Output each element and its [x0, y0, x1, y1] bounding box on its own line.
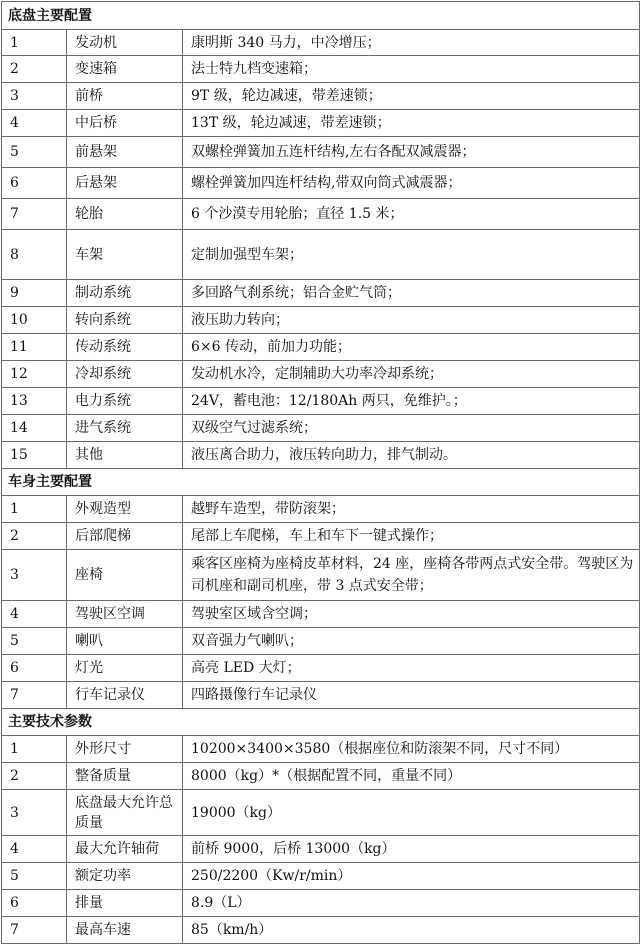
table-row	[2, 199, 640, 230]
table-row	[2, 137, 640, 168]
table-row	[2, 523, 640, 550]
row-desc: 高亮 LED 大灯；	[183, 655, 640, 682]
row-item: 前悬架	[67, 137, 183, 168]
row-desc: 液压助力转向；	[183, 307, 640, 334]
table-row	[2, 790, 640, 836]
table-row	[2, 736, 640, 763]
row-number: 4	[2, 836, 67, 863]
section-header-row	[2, 2, 640, 30]
row-desc: 24V，蓄电池：12/180Ah 两只，免维护。；	[183, 388, 640, 415]
row-desc: 双螺栓弹簧加五连杆结构,左右各配双减震器；	[183, 137, 640, 168]
row-item: 传动系统	[67, 334, 183, 361]
row-number: 13	[2, 388, 67, 415]
table-row	[2, 836, 640, 863]
row-desc: 定制加强型车架；	[183, 230, 640, 280]
row-item: 其他	[67, 442, 183, 469]
row-desc: 尾部上车爬梯，车上和车下一键式操作；	[183, 523, 640, 550]
row-desc: 10200×3400×3580（根据座位和防滚架不同，尺寸不同）	[183, 736, 640, 763]
row-number: 5	[2, 863, 67, 890]
table-row	[2, 601, 640, 628]
row-number: 14	[2, 415, 67, 442]
row-item: 行车记录仪	[67, 682, 183, 709]
row-number: 2	[2, 763, 67, 790]
row-item: 外形尺寸	[67, 736, 183, 763]
section-header-row	[2, 709, 640, 736]
table-row	[2, 30, 640, 56]
row-desc: 驾驶室区域含空调；	[183, 601, 640, 628]
row-item: 车架	[67, 230, 183, 280]
table-row	[2, 361, 640, 388]
row-desc: 四路摄像行车记录仪	[183, 682, 640, 709]
row-desc: 13T 级，轮边减速，带差速锁；	[183, 110, 640, 137]
row-number: 9	[2, 280, 67, 307]
row-item: 灯光	[67, 655, 183, 682]
row-desc: 19000（kg）	[183, 790, 640, 836]
row-desc: 螺栓弹簧加四连杆结构,带双向筒式减震器；	[183, 168, 640, 199]
row-number: 5	[2, 628, 67, 655]
row-number: 15	[2, 442, 67, 469]
table-row	[2, 230, 640, 280]
row-item: 最高车速	[67, 917, 183, 944]
row-desc: 250/2200（Kw/r/min）	[183, 863, 640, 890]
row-desc: 乘客区座椅为座椅皮革材料，24 座，座椅各带两点式安全带。驾驶区为司机座和副司机座，带 3 点式安全带；	[183, 550, 640, 601]
table-row	[2, 415, 640, 442]
table-row	[2, 168, 640, 199]
row-desc: 多回路气刹系统；铝合金贮气筒；	[183, 280, 640, 307]
row-number: 6	[2, 890, 67, 917]
row-item: 座椅	[67, 550, 183, 601]
row-number: 1	[2, 496, 67, 523]
section-title: 底盘主要配置	[2, 2, 640, 30]
row-number: 3	[2, 790, 67, 836]
row-item: 额定功率	[67, 863, 183, 890]
table-row	[2, 334, 640, 361]
row-item: 中后桥	[67, 110, 183, 137]
row-item: 转向系统	[67, 307, 183, 334]
row-desc: 康明斯 340 马力，中冷增压；	[183, 30, 640, 56]
row-item: 电力系统	[67, 388, 183, 415]
row-number: 4	[2, 110, 67, 137]
row-number: 6	[2, 655, 67, 682]
row-number: 10	[2, 307, 67, 334]
row-desc: 6×6 传动，前加力功能；	[183, 334, 640, 361]
row-desc: 9T 级，轮边减速，带差速锁；	[183, 83, 640, 110]
row-item: 驾驶区空调	[67, 601, 183, 628]
row-item: 喇叭	[67, 628, 183, 655]
section-title: 主要技术参数	[2, 709, 640, 736]
row-item: 前桥	[67, 83, 183, 110]
row-item: 整备质量	[67, 763, 183, 790]
row-desc: 6 个沙漠专用轮胎；直径 1.5 米；	[183, 199, 640, 230]
row-desc: 双音强力气喇叭；	[183, 628, 640, 655]
row-number: 1	[2, 30, 67, 56]
row-item: 变速箱	[67, 56, 183, 83]
row-number: 6	[2, 168, 67, 199]
table-row	[2, 655, 640, 682]
row-number: 5	[2, 137, 67, 168]
row-item: 发动机	[67, 30, 183, 56]
row-item: 冷却系统	[67, 361, 183, 388]
spec-table-body	[2, 2, 640, 944]
table-row	[2, 763, 640, 790]
row-desc: 发动机水冷，定制辅助大功率冷却系统；	[183, 361, 640, 388]
row-number: 11	[2, 334, 67, 361]
row-item: 最大允许轴荷	[67, 836, 183, 863]
row-desc: 法士特九档变速箱；	[183, 56, 640, 83]
row-item: 后悬架	[67, 168, 183, 199]
row-number: 1	[2, 736, 67, 763]
row-item: 后部爬梯	[67, 523, 183, 550]
row-desc: 85（km/h）	[183, 917, 640, 944]
row-number: 7	[2, 917, 67, 944]
row-number: 3	[2, 83, 67, 110]
row-desc: 液压离合助力，液压转向助力，排气制动。	[183, 442, 640, 469]
row-number: 7	[2, 682, 67, 709]
table-row	[2, 682, 640, 709]
row-number: 2	[2, 523, 67, 550]
table-row	[2, 110, 640, 137]
row-number: 12	[2, 361, 67, 388]
row-desc: 8000（kg）*（根据配置不同，重量不同）	[183, 763, 640, 790]
spec-table	[1, 1, 640, 944]
table-row	[2, 307, 640, 334]
table-row	[2, 388, 640, 415]
row-item: 外观造型	[67, 496, 183, 523]
row-number: 2	[2, 56, 67, 83]
table-row	[2, 280, 640, 307]
row-desc: 双级空气过滤系统；	[183, 415, 640, 442]
table-row	[2, 628, 640, 655]
row-desc: 越野车造型，带防滚架；	[183, 496, 640, 523]
row-number: 8	[2, 230, 67, 280]
table-row	[2, 442, 640, 469]
row-item: 制动系统	[67, 280, 183, 307]
table-row	[2, 890, 640, 917]
section-title: 车身主要配置	[2, 469, 640, 496]
table-row	[2, 496, 640, 523]
row-item: 轮胎	[67, 199, 183, 230]
row-item: 进气系统	[67, 415, 183, 442]
row-item: 底盘最大允许总质量	[67, 790, 183, 836]
table-row	[2, 56, 640, 83]
table-row	[2, 863, 640, 890]
row-item: 排量	[67, 890, 183, 917]
row-number: 4	[2, 601, 67, 628]
table-row	[2, 83, 640, 110]
section-header-row	[2, 469, 640, 496]
table-row	[2, 550, 640, 601]
row-desc: 8.9（L）	[183, 890, 640, 917]
row-number: 3	[2, 550, 67, 601]
row-desc: 前桥 9000，后桥 13000（kg）	[183, 836, 640, 863]
row-number: 7	[2, 199, 67, 230]
table-row	[2, 917, 640, 944]
